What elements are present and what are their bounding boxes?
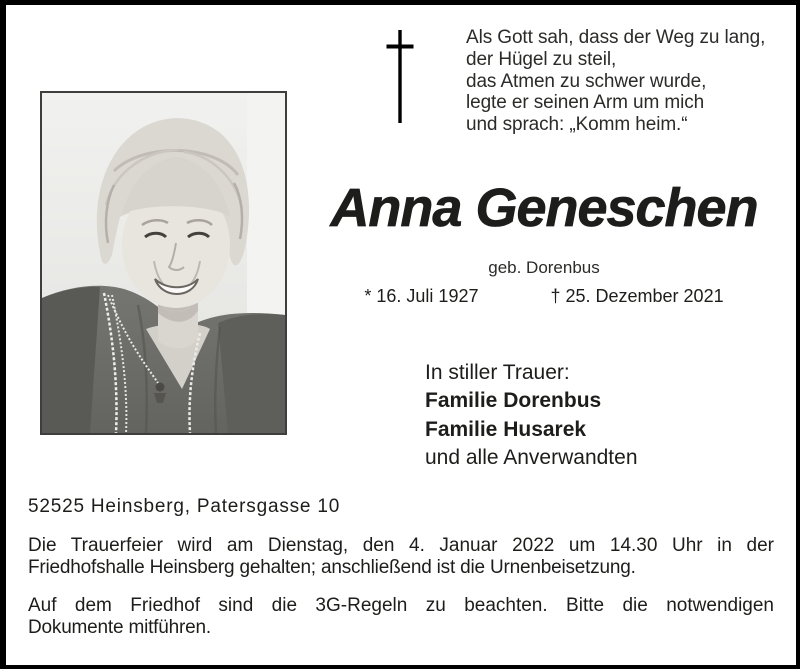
covid-rules [28, 595, 774, 640]
deceased-name: Anna Geneschen [330, 178, 758, 238]
covid-rules-line: Auf dem Friedhof sind die 3G-Regeln zu beachten. Bitte die notwendigen [28, 595, 774, 616]
birth-date: * 16. Juli 1927 [364, 286, 479, 306]
poem-line: das Atmen zu schwer wurde, [466, 70, 707, 92]
poem-line: legte er seinen Arm um mich [466, 92, 705, 114]
address-line: 52525 Heinsberg, Patersgasse 10 [28, 496, 341, 517]
death-date: † 25. Dezember 2021 [550, 286, 724, 306]
portrait-photo [40, 91, 287, 435]
maiden-name: geb. Dorenbus [488, 258, 600, 277]
poem-line: und sprach: „Komm heim.“ [466, 114, 688, 136]
mourning-others: und alle Anverwandten [425, 446, 638, 470]
portrait-photo-drawing [42, 93, 285, 433]
poem-line: der Hügel zu steil, [466, 48, 617, 70]
covid-rules-line: Dokumente mitführen. [28, 617, 211, 639]
mourning-family: Familie Dorenbus [425, 389, 602, 413]
latin-cross-icon [385, 30, 415, 123]
mourners-block [425, 359, 638, 473]
funeral-info-line: Friedhofshalle Heinsberg gehalten; anschließend ist die Urnenbeisetzung. [28, 557, 636, 579]
poem-line: Als Gott sah, dass der Weg zu lang, [466, 27, 766, 48]
life-dates [318, 286, 770, 307]
funeral-info [28, 535, 774, 580]
mourning-family: Familie Husarek [425, 417, 587, 441]
mourning-header: In stiller Trauer: [425, 361, 570, 384]
funeral-info-line: Die Trauerfeier wird am Dienstag, den 4. Januar 2022 um 14.30 Uhr in der [28, 535, 774, 556]
memorial-poem [466, 27, 765, 136]
